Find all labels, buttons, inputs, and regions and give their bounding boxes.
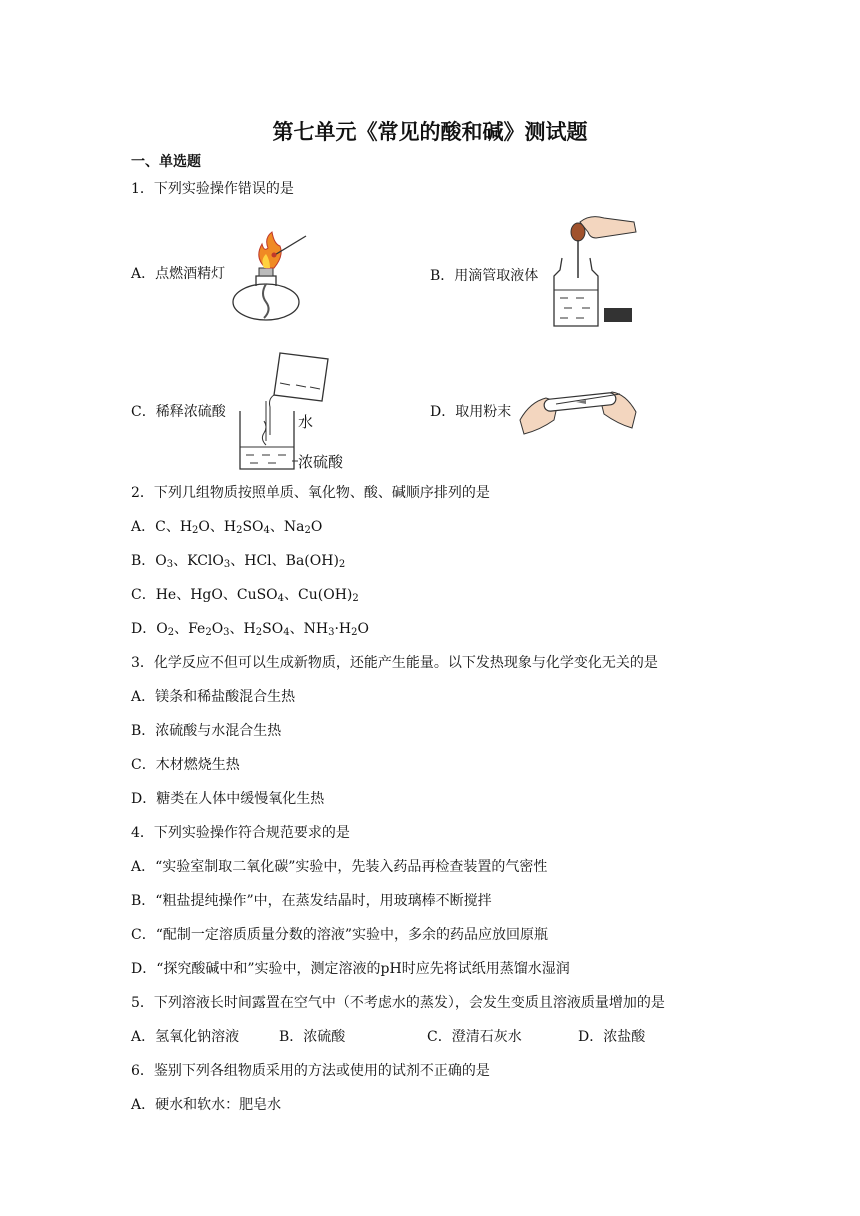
q1-option-c: C．稀释浓硫酸 — [131, 404, 226, 420]
label-concentrated-acid: 浓硫酸 — [298, 453, 344, 471]
q2-option-a: A．C、$H_2O$、$H_2SO_4$、$Na_2O$ — [131, 519, 323, 536]
q3-option-b: B．浓硫酸与水混合生热 — [131, 723, 282, 739]
q3-option-d: D．糖类在人体中缓慢氧化生热 — [131, 791, 325, 807]
q2-option-c: C．He、HgO、CuSO$_4$、$Cu(OH)_2$ — [131, 587, 359, 604]
q5-option-d: D．浓盐酸 — [578, 1029, 646, 1045]
q4-option-b: B．“粗盐提纯操作”中，在蒸发结晶时，用玻璃棒不断搅拌 — [131, 893, 492, 909]
q3-stem: 3．化学反应不但可以生成新物质，还能产生能量。以下发热现象与化学变化无关的是 — [131, 655, 658, 671]
q4-option-a: A．“实验室制取二氧化碳”实验中，先装入药品再检查装置的气密性 — [131, 859, 548, 875]
q1-option-b: B．用滴管取液体 — [430, 268, 539, 284]
q4-option-d: D．“探究酸碱中和”实验中，测定溶液的pH时应先将试纸用蒸馏水湿润 — [131, 961, 570, 977]
q6-option-a: A．硬水和软水：肥皂水 — [131, 1097, 282, 1113]
q1-option-a: A．点燃酒精灯 — [131, 266, 226, 282]
q5-stem: 5．下列溶液长时间露置在空气中（不考虑水的蒸发），会发生变质且溶液质量增加的是 — [131, 995, 665, 1011]
q5-option-b: B．浓硫酸 — [279, 1029, 346, 1045]
alcohol-lamp-figure — [228, 228, 310, 322]
page-title: 第七单元《常见的酸和碱》测试题 — [272, 120, 588, 144]
q2-stem: 2．下列几组物质按照单质、氧化物、酸、碱顺序排列的是 — [131, 485, 490, 501]
q1-option-d: D．取用粉末 — [430, 404, 512, 420]
q2-option-b: B．$O_3$、KClO$_3$、HCl、$Ba(OH)_2$ — [131, 553, 346, 570]
q5-options-row — [131, 1028, 645, 1046]
dropper-figure — [550, 212, 640, 330]
section-heading: 一、单选题 — [131, 154, 201, 170]
q2-option-d: D．$O_2$、$Fe_2O_3$、$H_2SO_4$、$NH_3\cdot H_2O$ — [131, 621, 369, 638]
q3-option-c: C．木材燃烧生热 — [131, 757, 240, 773]
q5-option-a: A．氢氧化钠溶液 — [131, 1029, 240, 1045]
dilute-acid-figure — [236, 345, 352, 473]
q4-stem: 4．下列实验操作符合规范要求的是 — [131, 825, 350, 841]
q3-option-a: A．镁条和稀盐酸混合生热 — [131, 689, 296, 705]
label-water: 水 — [298, 413, 314, 431]
q4-option-c: C．“配制一定溶质质量分数的溶液”实验中，多余的药品应放回原瓶 — [131, 927, 549, 943]
q1-stem: 1．下列实验操作错误的是 — [131, 181, 294, 197]
powder-test-tube-figure — [516, 376, 640, 440]
q6-stem: 6．鉴别下列各组物质采用的方法或使用的试剂不正确的是 — [131, 1063, 490, 1079]
q5-option-c: C．澄清石灰水 — [427, 1029, 522, 1045]
